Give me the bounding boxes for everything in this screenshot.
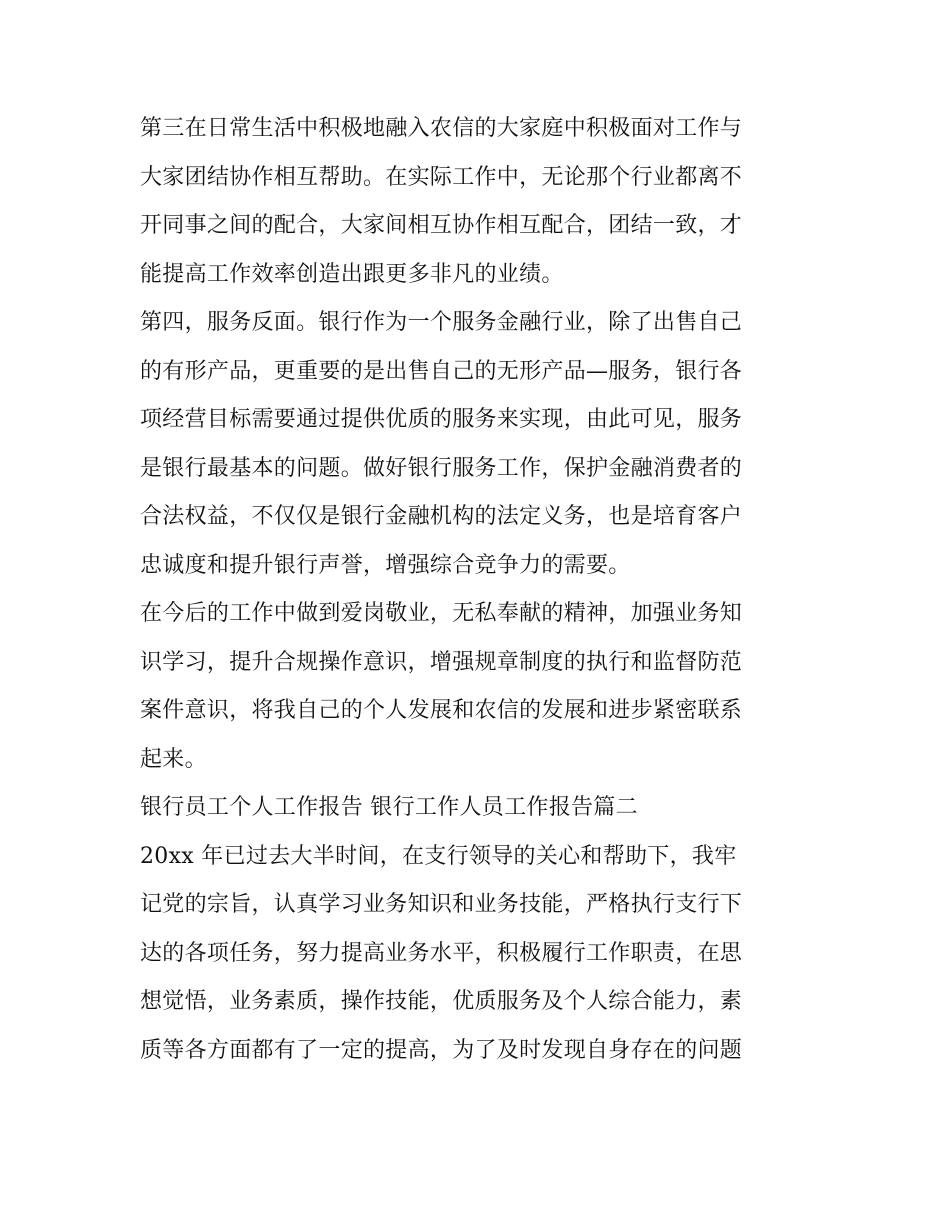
text-line: 合法权益，不仅仅是银行金融机构的法定义务，也是培育客户 (140, 504, 743, 529)
text-line: 大家团结协作相互帮助。在实际工作中，无论那个行业都离不 (140, 164, 743, 190)
text-line: 识学习，提升合规操作意识，增强规章制度的执行和监督防范 (140, 649, 743, 675)
text-line: 是银行最基本的问题。做好银行服务工作，保护金融消费者的 (140, 455, 743, 481)
text-line: 第三在日常生活中积极地融入农信的大家庭中积极面对工作与 (140, 116, 743, 141)
text-line: 能提高工作效率创造出跟更多非凡的业绩。 (140, 261, 564, 287)
document-body (140, 105, 820, 1075)
text-line: 案件意识，将我自己的个人发展和农信的发展和进步紧密联系 (140, 698, 743, 723)
text-line: 20xx 年已过去大半时间，在支行领导的关心和帮助下，我牢 (140, 843, 737, 869)
text-line: 记党的宗旨，认真学习业务知识和业务技能，严格执行支行下 (140, 892, 743, 917)
text-line: 在今后的工作中做到爱岗敬业，无私奉献的精神，加强业务知 (140, 601, 743, 626)
text-line: 起来。 (140, 746, 207, 772)
text-line: 的有形产品，更重要的是出售自己的无形产品—服务，银行各 (140, 358, 743, 384)
text-line: 质等各方面都有了一定的提高，为了及时发现自身存在的问题 (140, 1037, 743, 1063)
text-line: 第四，服务反面。银行作为一个服务金融行业，除了出售自己 (140, 310, 743, 335)
section-heading: 银行员工个人工作报告 银行工作人员工作报告篇二 (140, 795, 638, 820)
text-line: 忠诚度和提升银行声誉，增强综合竞争力的需要。 (140, 552, 631, 578)
text-line: 想觉悟，业务素质，操作技能，优质服务及个人综合能力，素 (140, 989, 743, 1014)
text-line: 达的各项任务，努力提高业务水平，积极履行工作职责，在思 (140, 940, 743, 966)
text-line: 项经营目标需要通过提供优质的服务来实现，由此可见，服务 (140, 407, 743, 432)
text-line: 开同事之间的配合，大家间相互协作相互配合，团结一致，才 (140, 213, 743, 238)
